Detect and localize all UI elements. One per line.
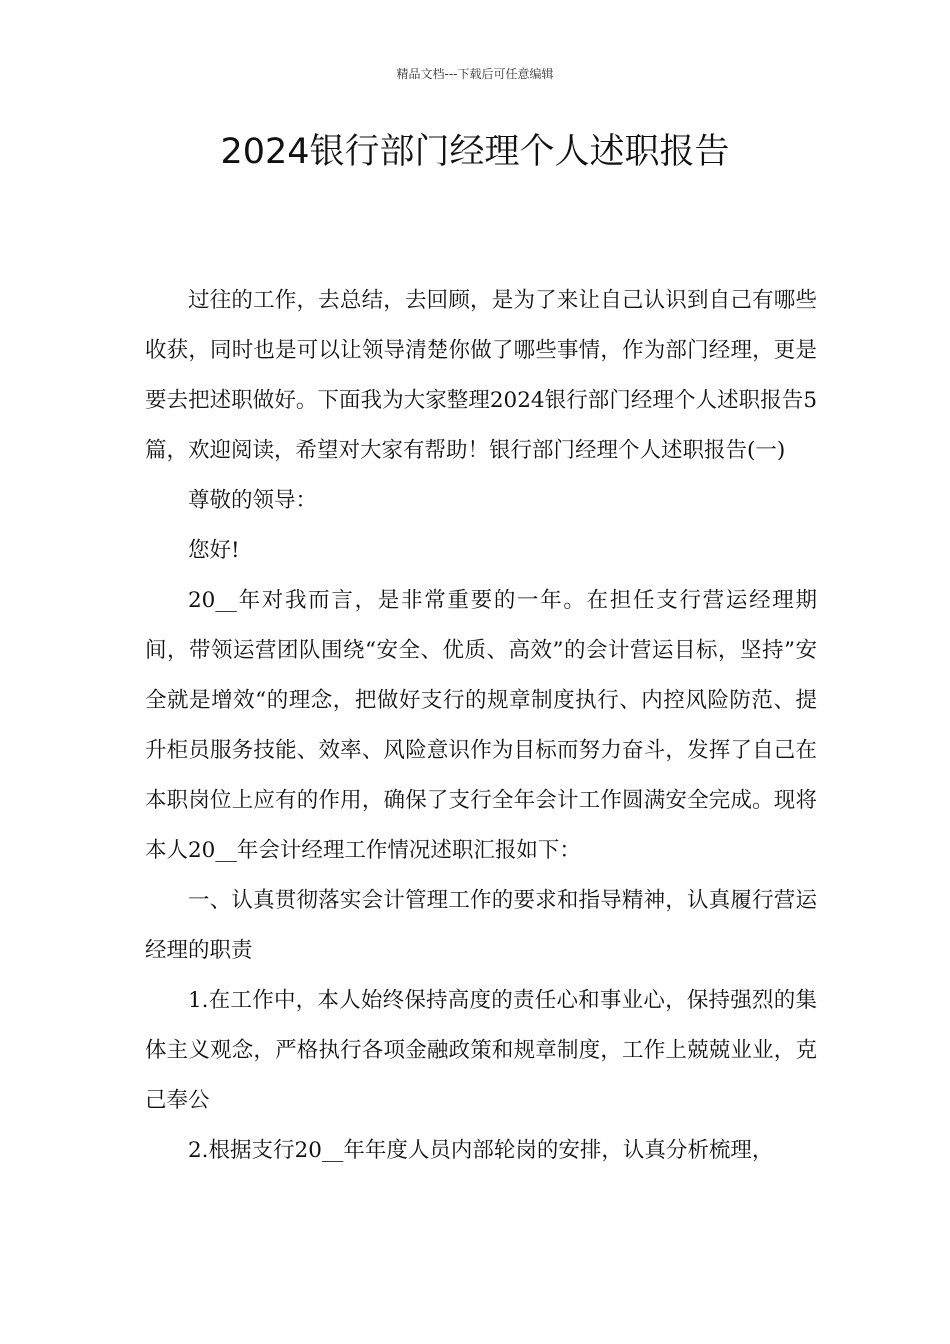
- paragraph-salutation: 尊敬的领导：: [188, 488, 318, 513]
- paragraph-item-1: 1.在工作中，本人始终保持高度的责任心和事业心，保持强烈的集体主义观念，严格执行各项金融政策和规章制度，工作上兢兢业业，克己奉公: [145, 988, 817, 1113]
- paragraph-greeting: 您好!: [188, 538, 240, 563]
- paragraph-intro: 过往的工作，去总结，去回顾，是为了来让自己认识到自己有哪些收获，同时也是可以让领导清楚你做了哪些事情，作为部门经理，更是要去把述职做好。下面我为大家整理2024银行部门经理个人述职报告5篇，欢迎阅读，希望对大家有帮助！银行部门经理个人述职报告(一): [145, 288, 817, 463]
- paragraph-section-heading-1: 一、认真贯彻落实会计管理工作的要求和指导精神，认真履行营运经理的职责: [145, 888, 817, 963]
- document-body: [145, 276, 817, 1176]
- page-header: 精品文档---下载后可任意编辑: [396, 67, 554, 81]
- paragraph-item-2: 2.根据支行20__年年度人员内部轮岗的安排，认真分析梳理，: [188, 1138, 774, 1163]
- document-title: 2024银行部门经理个人述职报告: [220, 132, 730, 172]
- paragraph-overview: 20__年对我而言，是非常重要的一年。在担任支行营运经理期间，带领运营团队围绕“安全、优质、高效”的会计营运目标，坚持”安全就是增效“的理念，把做好支行的规章制度执行、内控风险防范、提升柜员服务技能、效率、风险意识作为目标而努力奋斗，发挥了自己在本职岗位上应有的作用，确保了支行全年会计工作圆满安全完成。现将本人20__年会计经理工作情况述职汇报如下：: [145, 588, 817, 863]
